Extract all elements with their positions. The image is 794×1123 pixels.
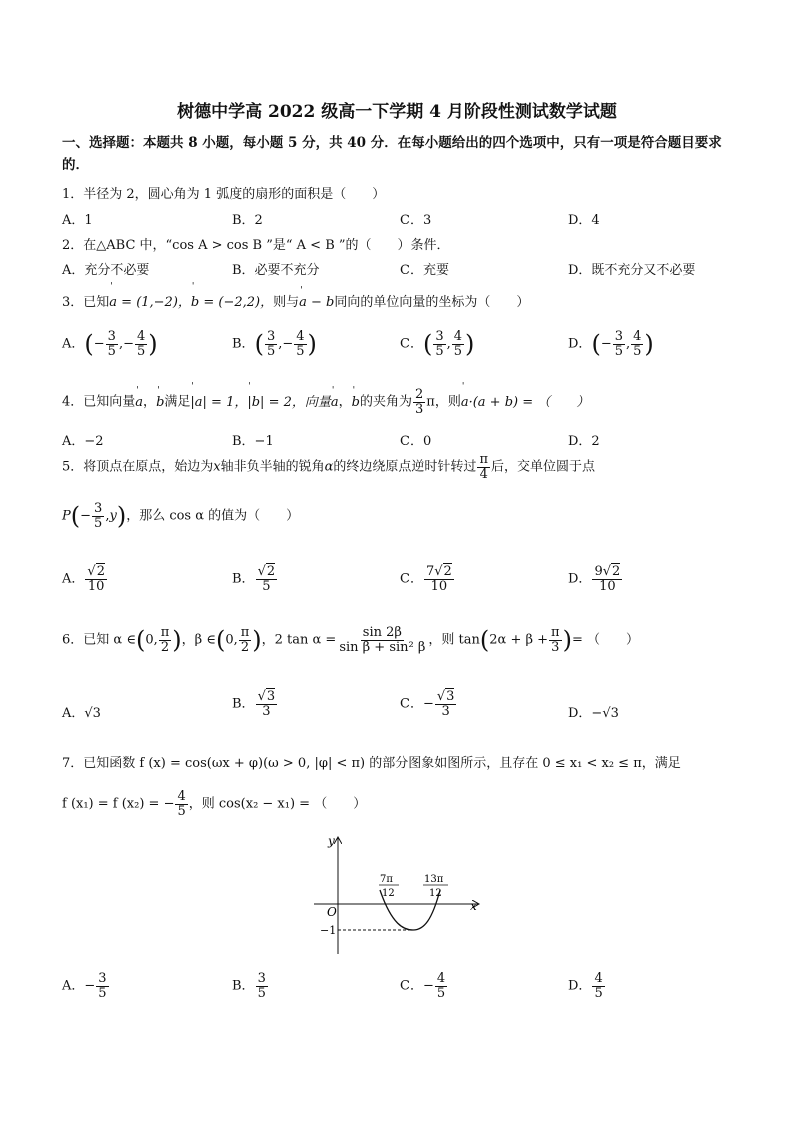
question-6: 6．已知 α ∈(0, $\frac{\pi}{2}$ )，β ∈(0, $\frac{\pi}{2}$ )，2 tan α = $\frac{\sin 2\beta}{\text{sin β + sin² β}}$ ，则 tan(2α + β + $\frac{\pi}{3}$ )= （ ） [62,625,639,655]
question-5-line-2: P(− $\frac{3}{5}$ ,y)，那么 cos α 的值为（ ） [62,501,300,531]
q7-option-b: B． $\frac{3}{5}$ [232,971,266,1001]
q3-option-d: D．(− $\frac{3}{5}$ , $\frac{4}{5}$ ) [568,329,654,359]
q6-option-a: A．√3 [62,706,101,721]
q6-option-c: C．− $\frac{√3}{3}$ [400,689,455,719]
question-2: 2．在△ABC 中，“cos A > cos B ”是“ A < B ”的（ ）条件． [62,238,450,253]
origin-label: O [327,905,337,919]
q5-option-d: D． $\frac{9√2}{10}$ [568,564,621,594]
q1-option-c: C．3 [400,213,432,228]
q4-option-d: D．2 [568,434,600,449]
question-3: 3．已知' a = (1,−2)，' b = (−2,2)，则与' a − b同向的单位向量的坐标为（ ） [62,291,529,310]
q6-option-d: D．−√3 [568,706,619,721]
q7-option-a: A．− $\frac{3}{5}$ [62,971,107,1001]
tick-7pi-12-num: 7π [380,874,393,885]
q5-option-b: B． $\frac{√2}{5}$ [232,564,276,594]
q3-option-b: B．( $\frac{3}{5}$ ,− $\frac{4}{5}$ ) [232,329,317,359]
question-1: 1．半径为 2，圆心角为 1 弧度的扇形的面积是（ ） [62,187,386,202]
q5-option-c: C． $\frac{7√2}{10}$ [400,564,452,594]
q5-option-a: A． $\frac{√2}{10}$ [62,564,105,594]
y-axis-label: y [328,834,335,848]
q6-option-b: B． $\frac{√3}{3}$ [232,689,276,719]
question-7-line-1: 7．已知函数 f (x) = cos(ωx + φ)(ω > 0, |φ| < π) 的部分图象如图所示，且存在 0 ≤ x₁ < x₂ ≤ π，满足 [62,756,681,771]
q3-option-c: C．( $\frac{3}{5}$ , $\frac{4}{5}$ ) [400,329,475,359]
q2-option-a: A．充分不必要 [62,263,150,278]
tick-13pi-12-num: 13π [424,874,444,885]
page-title: 树德中学高 2022 级高一下学期 4 月阶段性测试数学试题 [177,102,617,122]
x-axis-label: x [470,899,477,913]
q3-vector-diff: ' a − b [299,295,334,310]
section-heading: 一、选择题：本题共 8 小题，每小题 5 分，共 40 分．在每小题给出的四个选项中，只有一项是符合题目要求的． [62,135,722,173]
question-7-line-2: f (x₁) = f (x₂) = − $\frac{4}{5}$ ，则 cos(x₂ − x₁) = （ ） [62,789,367,819]
question-5-line-1: 5．将顶点在原点，始边为x轴非负半轴的锐角α的终边绕原点逆时针转过 $\frac{\pi}{4}$ 后，交单位圆于点 [62,452,595,482]
q3-option-a: A．(− $\frac{3}{5}$ ,− $\frac{4}{5}$ ) [62,329,158,359]
q4-option-c: C．0 [400,434,432,449]
q2-option-b: B．必要不充分 [232,263,320,278]
q2-option-d: D．既不充分又不必要 [568,263,696,278]
q7-option-d: D． $\frac{4}{5}$ [568,971,603,1001]
q1-option-d: D．4 [568,213,600,228]
tick-13pi-12-den: 12 [429,888,442,899]
neg-one-label: −1 [320,924,337,937]
q4-option-b: B．−1 [232,434,274,449]
question-4: 4．已知向量' a，' b满足' |a| = 1，' |b| = 2，向量' a，' b的夹角为 $\frac{2}{3}$ π，则' a·(a + b) = （ ） [62,388,589,416]
q7-option-c: C．− $\frac{4}{5}$ [400,971,446,1001]
q3-vector-b: ' b = (−2,2)， [191,291,273,310]
function-graph [300,830,490,960]
q2-option-c: C．充要 [400,263,449,278]
q1-option-b: B．2 [232,213,263,228]
q3-vector-a: ' a = (1,−2)， [109,291,191,310]
tick-7pi-12-den: 12 [382,888,395,899]
q1-option-a: A．1 [62,213,93,228]
q4-option-a: A．−2 [62,434,104,449]
